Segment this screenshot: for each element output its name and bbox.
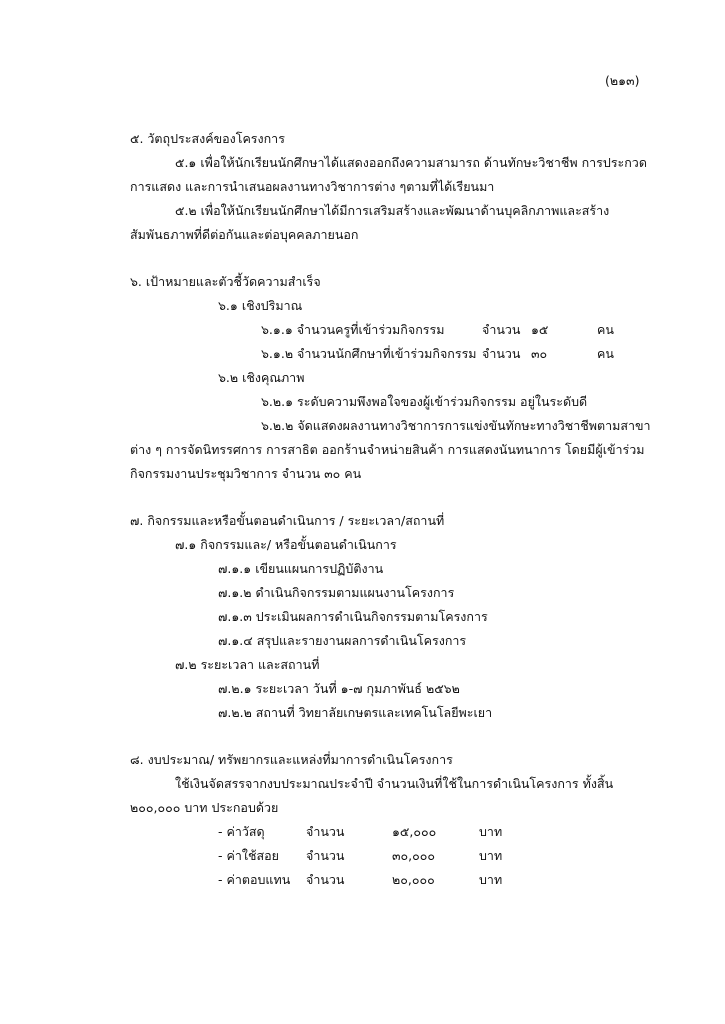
budget-item-word: จำนวน [306,824,345,839]
q2-word: จำนวน [482,346,521,361]
section6-heading: ๖. เป้าหมายและตัวชี้วัดความสำเร็จ [130,274,321,289]
quality-item1: ๖.๒.๑ ระดับความพึงพอใจของผู้เข้าร่วมกิจกรรม อยู่ในระดับดี [261,394,588,409]
place-line: ๗.๒.๒ สถานที่ วิทยาลัยเกษตรและเทคโนโลยีพะเยา [218,705,493,720]
quality-item2-line2: ต่าง ๆ การจัดนิทรรศการ การสาธิต ออกร้านจำหน่ายสินค้า การแสดงนันทนาการ โดยมีผู้เข้าร่วม [130,442,645,457]
budget-item-unit: บาท [479,824,503,839]
budget-item-unit: บาท [479,872,503,887]
q2-unit: คน [597,346,614,361]
section7-sub2: ๗.๒ ระยะเวลา และสถานที่ [175,657,320,672]
q1-label: ๖.๑.๑ จำนวนครูที่เข้าร่วมกิจกรรม [261,322,445,337]
section5-item2-line1: ๕.๒ เพื่อให้นักเรียนนักศึกษาได้มีการเสริมสร้างและพัฒนาด้านบุคลิกภาพและสร้าง [175,203,610,218]
step-item: ๗.๑.๒ ดำเนินกิจกรรมตามแผนงานโครงการ [218,585,455,600]
budget-item-name: - ค่าวัสดุ [218,824,265,839]
budget-item-unit: บาท [479,848,503,863]
budget-item-amount: ๒๐,๐๐๐ [392,872,435,887]
page-number: (๒๑๓) [605,73,640,88]
section6-quality: ๖.๒ เชิงคุณภาพ [218,370,305,385]
quality-item2-line1: ๖.๒.๒ จัดแสดงผลงานทางวิชาการการแข่งขันทักษะทางวิชาชีพตามสาขา [261,418,651,433]
q1-unit: คน [597,322,614,337]
section8-line1: ใช้เงินจัดสรรจากงบประมาณประจำปี จำนวนเงินที่ใช้ในการดำเนินโครงการ ทั้งสิ้น [175,776,614,791]
period-line: ๗.๒.๑ ระยะเวลา วันที่ ๑-๗ กุมภาพันธ์ ๒๕๖๒ [218,681,460,696]
section8-line2: ๒๐๐,๐๐๐ บาท ประกอบด้วย [130,800,279,815]
budget-item-word: จำนวน [306,872,345,887]
step-item: ๗.๑.๔ สรุปและรายงานผลการดำเนินโครงการ [218,633,467,648]
quality-item2-line3: กิจกรรมงานประชุมวิชาการ จำนวน ๓๐ คน [130,466,362,481]
q1-word: จำนวน [482,322,521,337]
section5-item1-line1: ๕.๑ เพื่อให้นักเรียนนักศึกษาได้แสดงออกถึงความสามารถ ด้านทักษะวิชาชีพ การประกวด [175,155,647,170]
budget-item-name: - ค่าตอบแทน [218,872,291,887]
step-item: ๗.๑.๓ ประเมินผลการดำเนินกิจกรรมตามโครงการ [218,609,488,624]
budget-item-amount: ๑๕,๐๐๐ [392,824,437,839]
step-item: ๗.๑.๑ เขียนแผนการปฏิบัติงาน [218,561,384,576]
section5-item2-line2: สัมพันธภาพที่ดีต่อกันและต่อบุคคลภายนอก [130,227,359,242]
budget-item-name: - ค่าใช้สอย [218,848,279,863]
section8-heading: ๘. งบประมาณ/ ทรัพยากรและแหล่งที่มาการดำเนินโครงการ [130,752,453,767]
section6-quantity: ๖.๑ เชิงปริมาณ [218,298,303,313]
q2-value: ๓๐ [531,346,548,361]
section5-heading: ๕. วัตถุประสงค์ของโครงการ [130,131,285,146]
budget-item-word: จำนวน [306,848,345,863]
q1-value: ๑๕ [531,322,549,337]
budget-item-amount: ๓๐,๐๐๐ [392,848,436,863]
section7-heading: ๗. กิจกรรมและหรือขั้นตอนดำเนินการ / ระยะเวลา/สถานที่ [130,513,445,528]
section5-item1-line2: การแสดง และการนำเสนอผลงานทางวิชาการต่าง ๆตามที่ได้เรียนมา [130,179,495,194]
section7-sub1: ๗.๑ กิจกรรมและ/ หรือขั้นตอนดำเนินการ [175,537,397,552]
q2-label: ๖.๑.๒ จำนวนนักศึกษาที่เข้าร่วมกิจกรรม [261,346,477,361]
